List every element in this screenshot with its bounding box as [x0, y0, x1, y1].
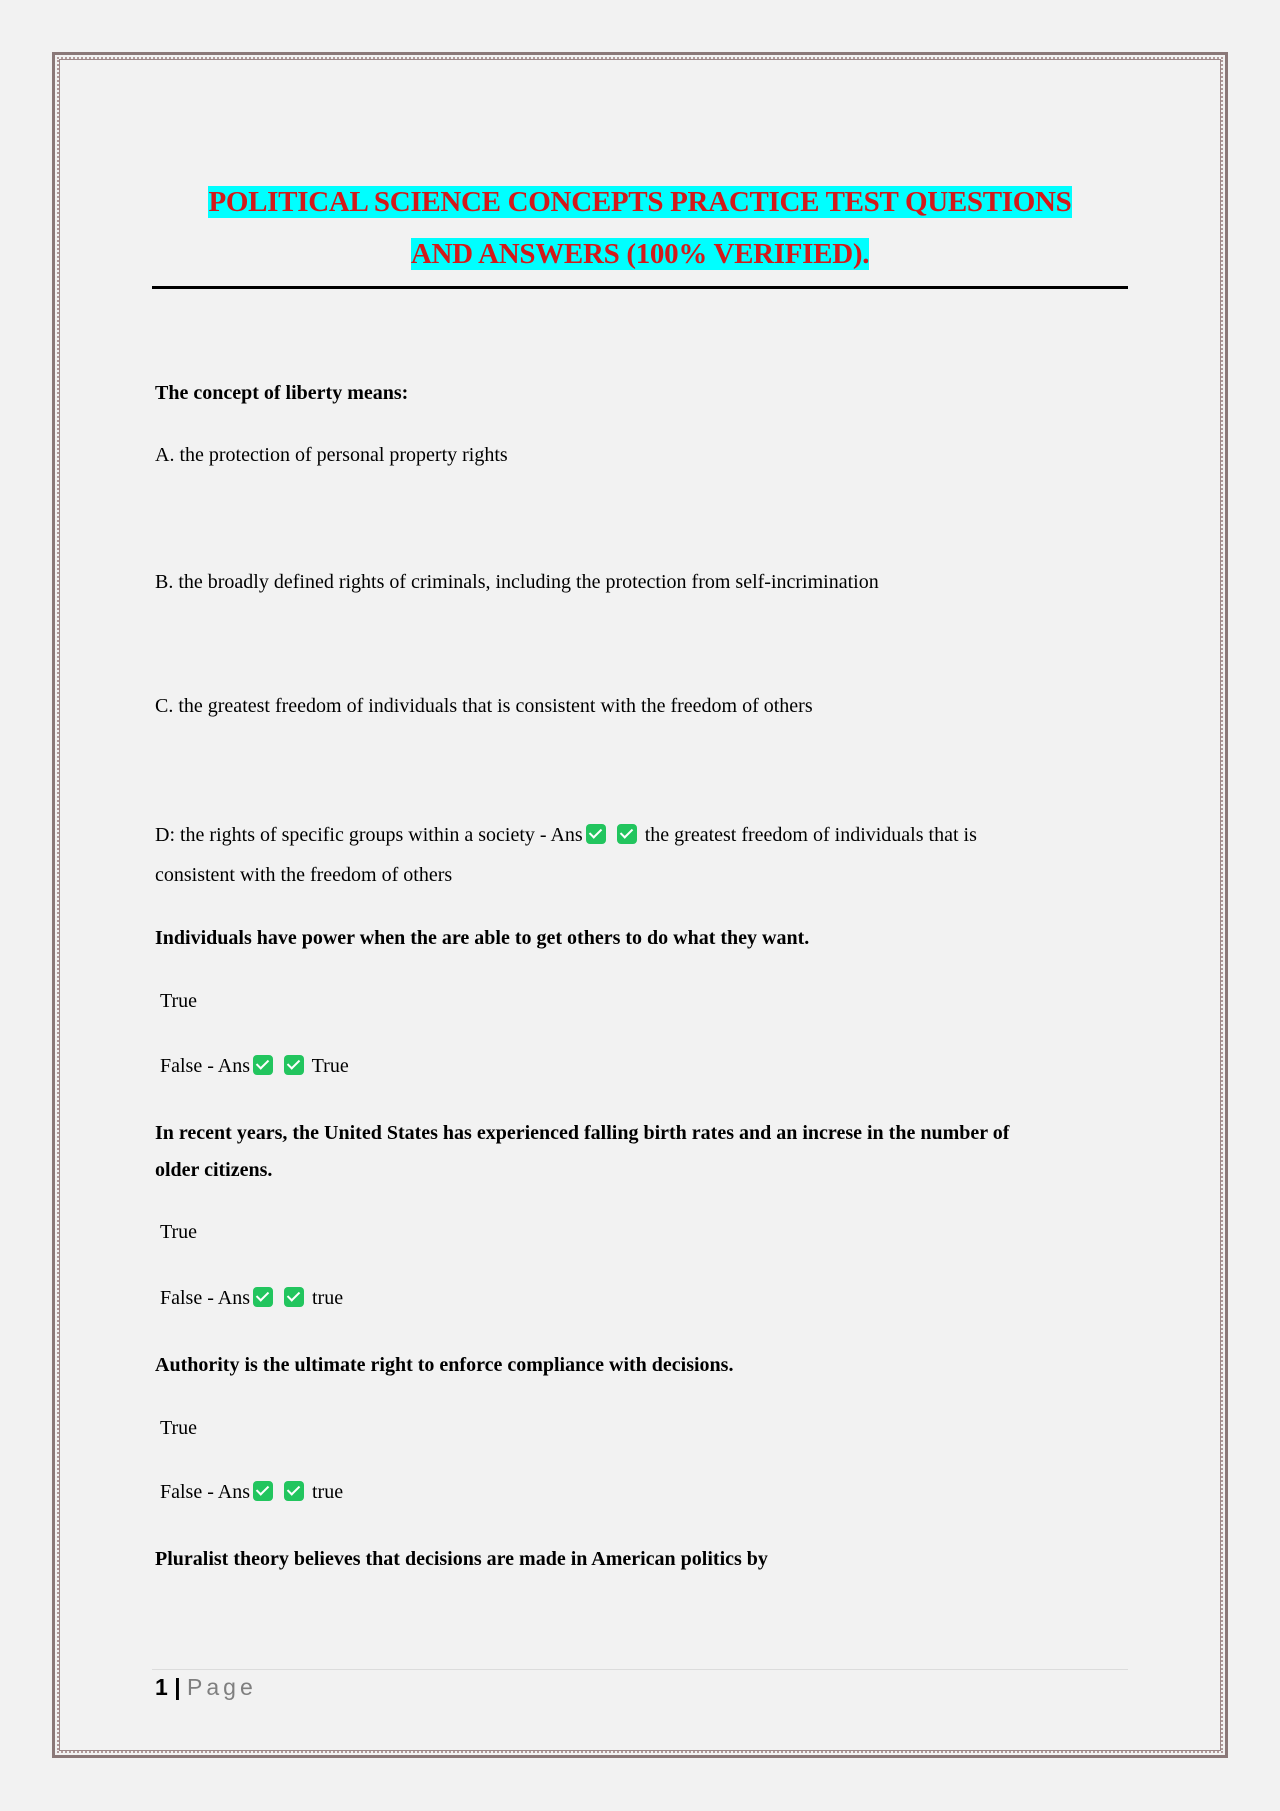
answer-1-continued: consistent with the freedom of others — [155, 864, 453, 886]
page-number: 1 — [155, 1674, 168, 1700]
option-false-with-answer — [155, 1046, 349, 1086]
check-icon — [253, 1055, 273, 1075]
option-false: False - Ans — [160, 1481, 250, 1503]
page-footer — [155, 1674, 257, 1701]
answer-3: true — [312, 1287, 344, 1309]
option-false: False - Ans — [160, 1055, 250, 1077]
question-3: In recent years, the United States has experienced falling birth rates and an increse in the number of — [155, 1122, 1010, 1144]
check-icon — [284, 1481, 304, 1501]
check-icon — [253, 1287, 273, 1307]
option-a: A. the protection of personal property rights — [155, 444, 508, 466]
question-5: Pluralist theory believes that decisions are made in American politics by — [155, 1548, 768, 1570]
check-icon — [617, 824, 637, 844]
answer-4: true — [312, 1481, 344, 1503]
option-true: True — [160, 990, 198, 1012]
option-false-with-answer — [155, 1278, 343, 1318]
document-title — [152, 176, 1128, 280]
answer-2: True — [311, 1055, 349, 1077]
title-line-2: AND ANSWERS (100% VERIFIED). — [410, 238, 870, 270]
option-d: D: the rights of specific groups within a society - Ans — [155, 824, 583, 846]
question-1: The concept of liberty means: — [155, 382, 409, 404]
question-4: Authority is the ultimate right to enforce compliance with decisions. — [155, 1354, 734, 1376]
option-true: True — [160, 1417, 198, 1439]
check-icon — [253, 1481, 273, 1501]
option-c: C. the greatest freedom of individuals that is consistent with the freedom of others — [155, 695, 813, 717]
footer-separator: | — [174, 1674, 181, 1700]
title-line-1: POLITICAL SCIENCE CONCEPTS PRACTICE TEST QUESTIONS — [208, 186, 1072, 218]
title-divider — [152, 286, 1128, 289]
option-false: False - Ans — [160, 1287, 250, 1309]
option-true: True — [160, 1221, 198, 1243]
question-2: Individuals have power when the are able to get others to do what they want. — [155, 927, 810, 949]
answer-1: the greatest freedom of individuals that is — [644, 824, 977, 846]
footer-divider — [152, 1669, 1128, 1670]
page-label: Page — [187, 1674, 257, 1700]
option-false-with-answer — [155, 1472, 343, 1512]
option-d-with-answer — [155, 815, 977, 855]
check-icon — [586, 824, 606, 844]
option-b: B. the broadly defined rights of criminals, including the protection from self-incrimination — [155, 571, 879, 593]
check-icon — [284, 1055, 304, 1075]
question-3-continued: older citizens. — [155, 1159, 273, 1181]
check-icon — [284, 1287, 304, 1307]
